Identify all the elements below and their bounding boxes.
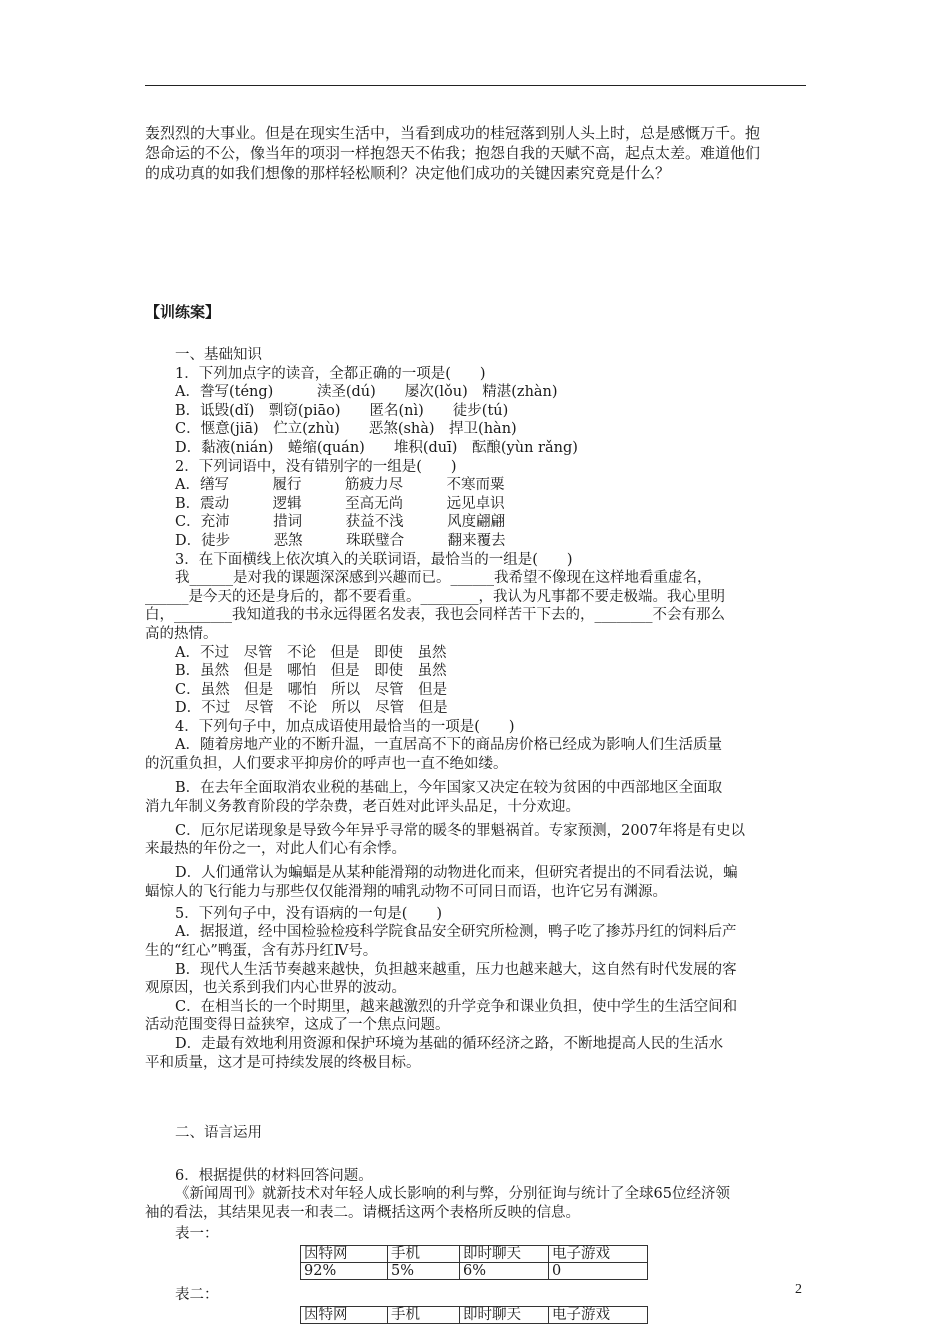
table-cell: 5% [388,1262,460,1279]
q4-option: D．人们通常认为蝙蝠是从某种能滑翔的动物进化而来，但研究者提出的不同看法说，蝙 [175,865,738,882]
q4-option-cont: 来最热的年份之一，对此人们心有余悸。 [145,841,406,858]
exercise-content [145,346,815,1324]
q3-option: C．虽然 但是 哪怕 所以 尽管 但是 [175,681,448,698]
table-cell: 因特网 [301,1306,388,1323]
table2-label: 表二： [175,1286,219,1303]
q1-option: B．诋毁(dǐ) 剽窃(piāo) 匿名(nì) 徒步(tú) [175,402,509,419]
table-two [300,1306,648,1324]
intro-line: 轰烈烈的大事业。但是在现实生活中，当看到成功的桂冠落到别人头上时，总是感慨万千。抱 [145,124,761,142]
table-cell: 电子游戏 [549,1245,648,1262]
q4-option: A．随着房地产业的不断升温，一直居高不下的商品房价格已经成为影响人们生活质量 [175,737,722,754]
table-cell: 手机 [388,1245,460,1262]
q4-option-cont: 消九年制义务教育阶段的学杂费，老百姓对此评头品足，十分欢迎。 [145,798,580,815]
q1-option: A．誊写(téng) 渎圣(dú) 屡次(lǒu) 精湛(zhàn) [175,384,558,401]
q4-option-cont: 蝠惊人的飞行能力与那些仅仅能滑翔的哺乳动物不可同日而语，也许它另有渊源。 [145,883,667,900]
q2-option: D．徒步 恶煞 珠联璧合 翻来覆去 [175,532,506,549]
q4-option: C．厄尔尼诺现象是导致今年异乎寻常的暖冬的罪魁祸首。专家预测，2007年将是有史以 [175,822,745,839]
table-cell: 电子游戏 [549,1306,648,1323]
intro-paragraph [145,123,810,183]
q6-text-cont: 袖的看法，其结果见表一和表二。请概括这两个表格所反映的信息。 [145,1204,580,1221]
section-title: 【训练案】 [145,303,221,321]
page-number: 2 [795,1282,802,1297]
table-row [301,1306,648,1323]
q5-option-cont: 生的“红心”鸭蛋，含有苏丹红Ⅳ号。 [145,943,378,960]
q4-option-cont: 的沉重负担，人们要求平抑房价的呼声也一直不绝如缕。 [145,756,508,773]
q3-stem: 3．在下面横线上依次填入的关联词语，最恰当的一组是( ) [175,551,573,568]
table-cell: 6% [460,1262,549,1279]
q5-option: C．在相当长的一个时期里，越来越激烈的升学竞争和课业负担，使中学生的生活空间和 [175,998,738,1015]
q3-option: D．不过 尽管 不论 所以 尽管 但是 [175,700,448,717]
table-one [300,1245,648,1280]
q4-option: B．在去年全面取消农业税的基础上，今年国家又决定在较为贫困的中西部地区全面取 [175,780,723,797]
q3-passage-line: 高的热情。 [145,625,218,642]
q2-option: A．缮写 履行 筋疲力尽 不寒而粟 [175,477,505,494]
q5-option-cont: 平和质量，这才是可持续发展的终极目标。 [145,1054,421,1071]
table-cell: 因特网 [301,1245,388,1262]
q2-stem: 2．下列词语中，没有错别字的一组是( ) [175,458,457,475]
q3-option: B．虽然 但是 哪怕 但是 即使 虽然 [175,663,447,680]
q5-option: A．据报道，经中国检验检疫科学院食品安全研究所检测，鸭子吃了掺苏丹红的饲料后产 [175,924,737,941]
intro-line: 怨命运的不公，像当年的项羽一样抱怨天不佑我；抱怨自我的天赋不高，起点太差。难道他们 [145,144,761,162]
part1-heading: 一、基础知识 [175,347,262,363]
q3-passage-line: 我______是对我的课题深深感到兴趣而已。______我希望不像现在这样地看重虚名， [175,570,712,587]
table-row [301,1262,648,1279]
q5-option-cont: 观原因，也关系到我们内心世界的波动。 [145,980,406,997]
q3-passage-line: 白，________我知道我的书永远得匿名发表，我也会同样苦干下去的，________不会有那么 [145,607,725,624]
table-cell: 92% [301,1262,388,1279]
q5-stem: 5．下列句子中，没有语病的一句是( ) [175,905,443,922]
q3-passage-line: ______是今天的还是身后的，都不要看重。________，我认为凡事都不要走极端。我心里明 [145,588,725,605]
table1-label: 表一： [175,1225,219,1242]
q5-option: B．现代人生活节奏越来越快，负担越来越重，压力也越来越大，这自然有时代发展的客 [175,961,737,978]
table-cell: 手机 [388,1306,460,1323]
q4-stem: 4．下列句子中，加点成语使用最恰当的一项是( ) [175,718,515,735]
table-row [301,1245,648,1262]
q1-option: C．惬意(jiā) 伫立(zhù) 恶煞(shà) 捍卫(hàn) [175,421,517,438]
table-cell: 即时聊天 [460,1306,549,1323]
q6-text: 《新闻周刊》就新技术对年轻人成长影响的利与弊，分别征询与统计了全球65位经济领 [175,1186,730,1203]
header-rule [145,85,806,86]
q3-option: A．不过 尽管 不论 但是 即使 虽然 [175,644,447,661]
table-cell: 0 [549,1262,648,1279]
part2-heading: 二、语言运用 [175,1125,262,1142]
q2-option: C．充沛 措词 获益不浅 风度翩翩 [175,514,506,531]
q5-option-cont: 活动范围变得日益狭窄，这成了一个焦点问题。 [145,1017,450,1034]
q2-option: B．震动 逻辑 至高无尚 远见卓识 [175,495,505,512]
table-cell: 即时聊天 [460,1245,549,1262]
q1-option: D．黏液(nián) 蜷缩(quán) 堆积(duī) 酝酿(yùn rǎng) [175,439,578,456]
intro-line: 的成功真的如我们想像的那样轻松顺利？决定他们成功的关键因素究竟是什么？ [145,164,671,182]
q1-stem: 1．下列加点字的读音，全都正确的一项是( ) [175,365,486,382]
q5-option: D．走最有效地利用资源和保护环境为基础的循环经济之路，不断地提高人民的生活水 [175,1036,724,1052]
q6-stem: 6．根据提供的材料回答问题。 [175,1167,373,1184]
